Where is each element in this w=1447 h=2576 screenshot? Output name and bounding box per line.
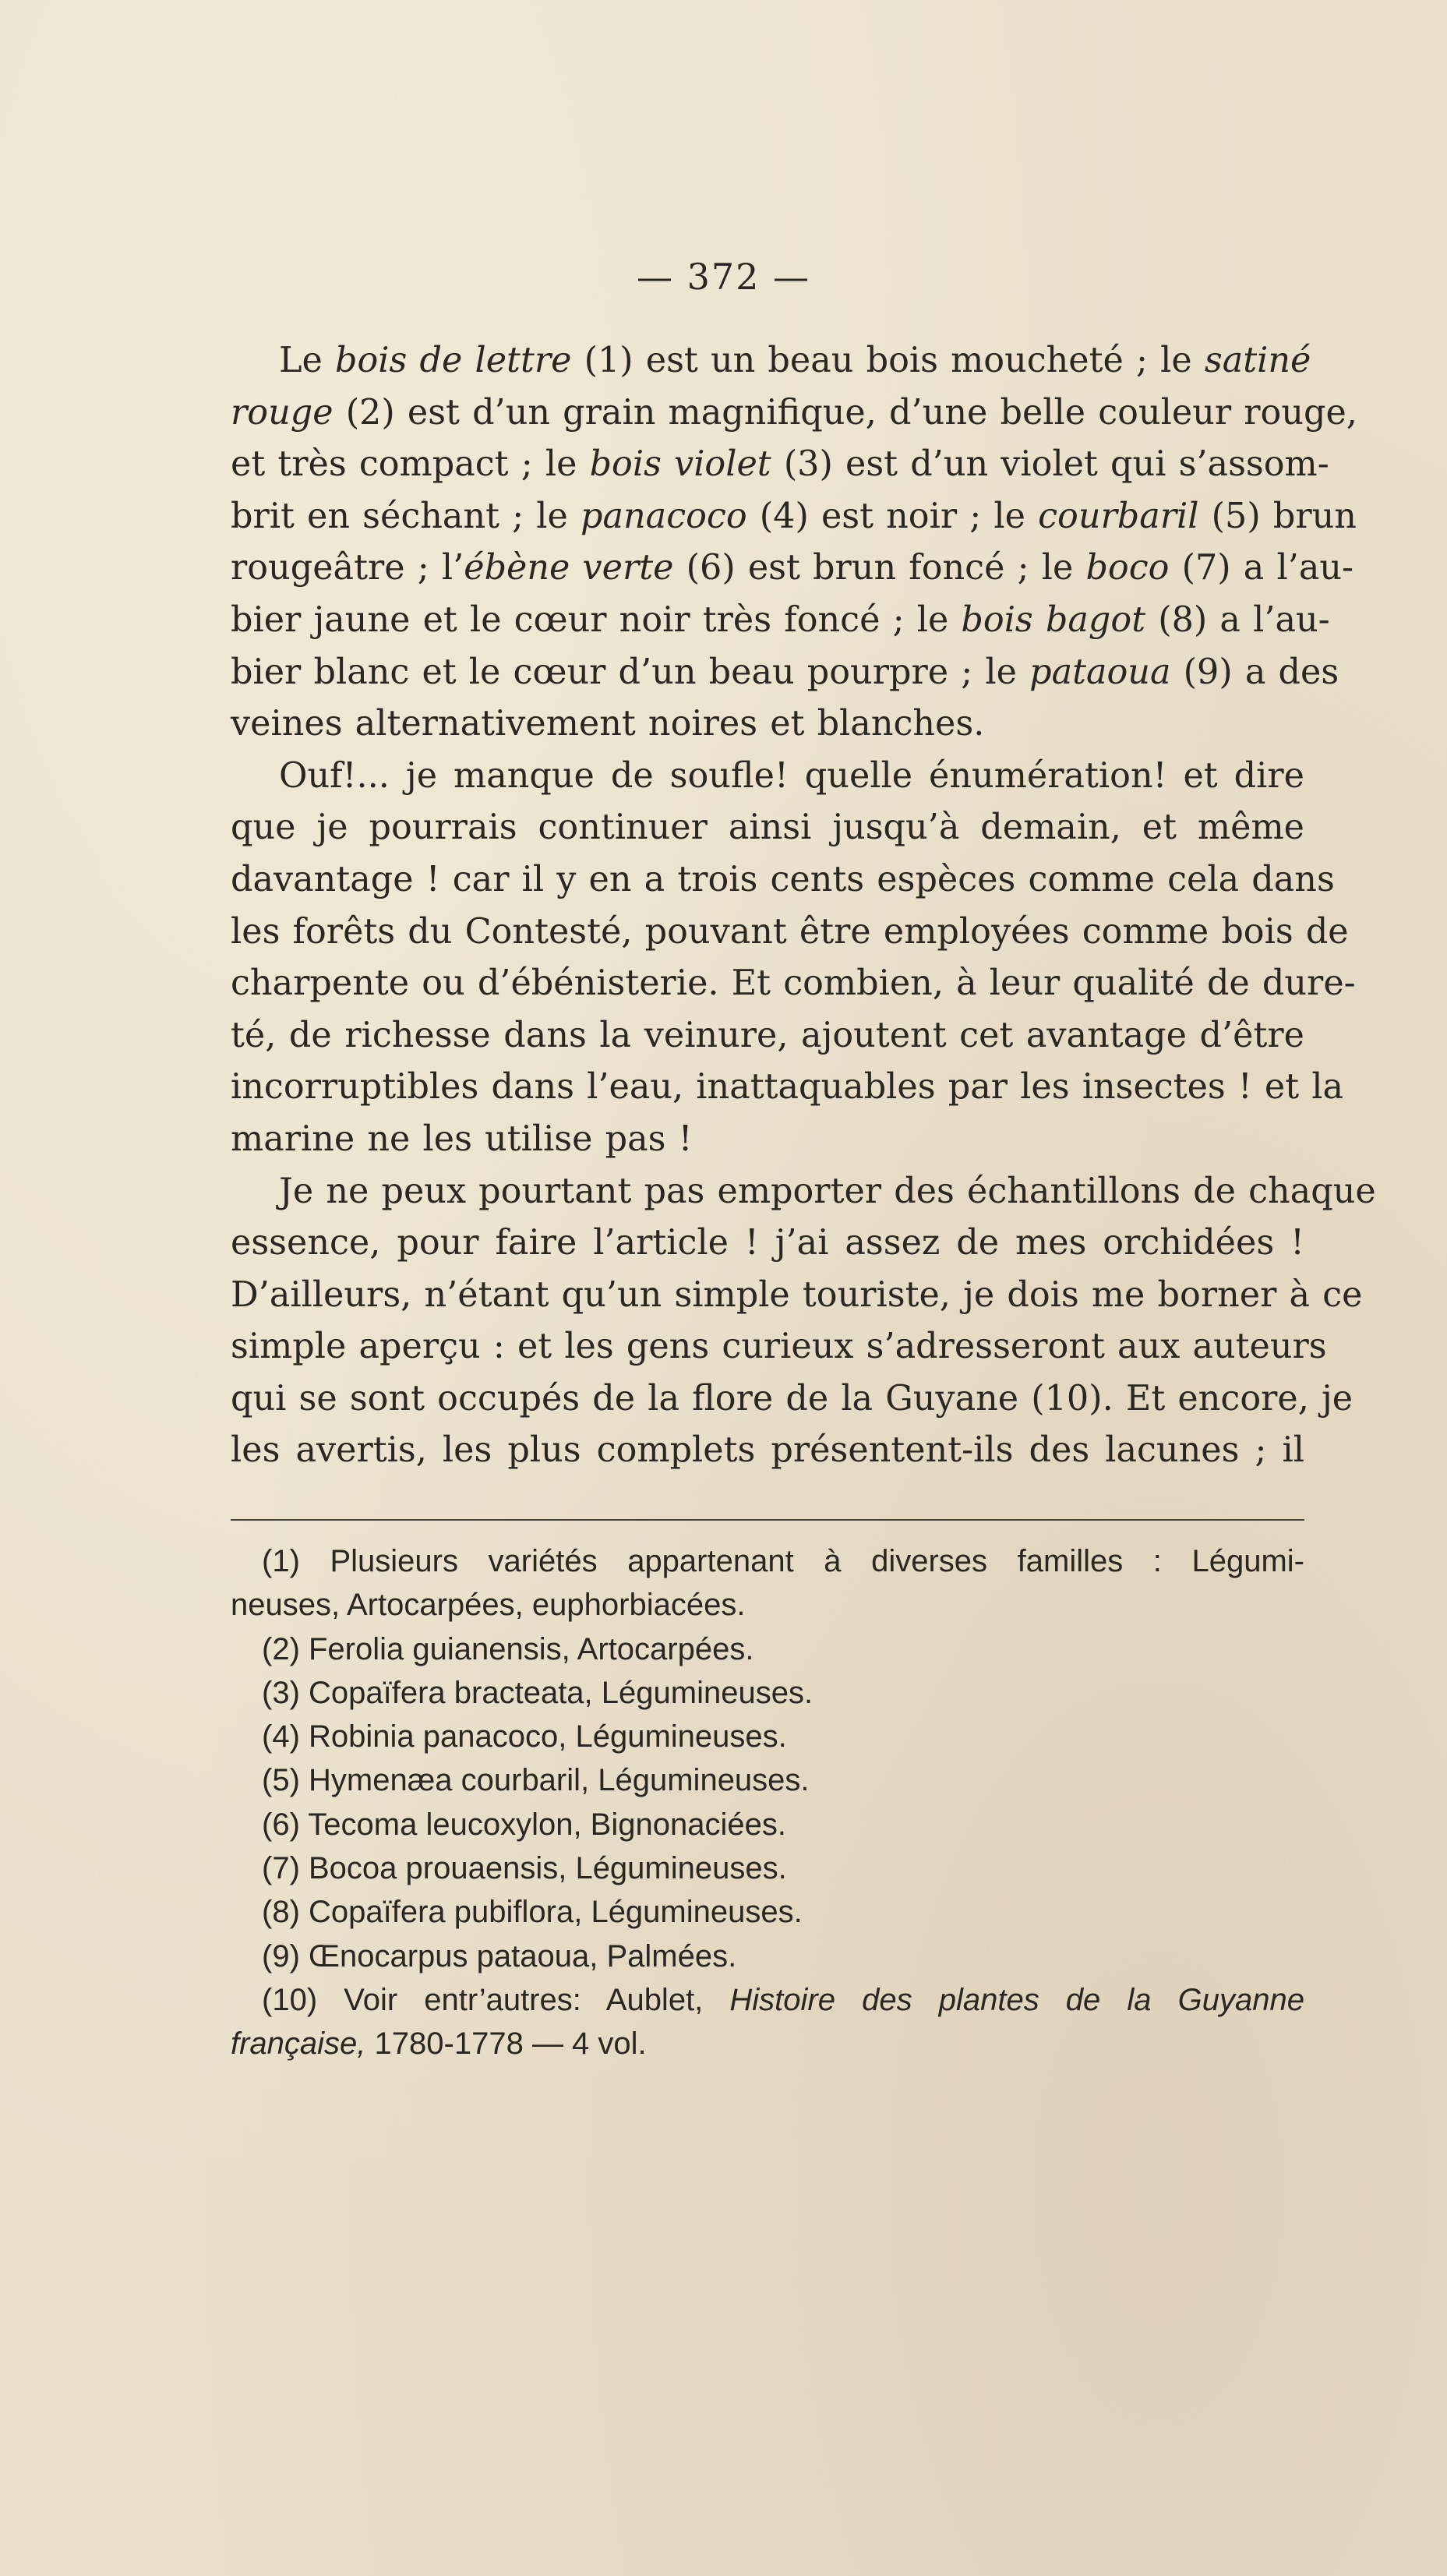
italic-term: ébène verte	[464, 548, 674, 588]
text-line	[231, 1166, 1376, 1218]
text-line	[231, 1321, 1327, 1373]
text-line	[231, 751, 1304, 803]
text-run: que je pourrais continuer ainsi jusqu’à demain, et même	[231, 807, 1304, 848]
footnote-line	[231, 1758, 1304, 1802]
text-run: (3) Copaïfera bracteata, Légumineuses.	[262, 1675, 813, 1710]
text-line	[231, 439, 1329, 491]
text-run: (3) est d’un violet qui s’assom-	[771, 444, 1329, 485]
text-run: bier blanc et le cœur d’un beau pourpre ; le	[231, 652, 1030, 692]
text-run: davantage ! car il y en a trois cents espèces comme cela dans	[231, 859, 1335, 899]
italic-term: panacoco	[580, 496, 747, 536]
italic-term: Histoire des plantes de la Guyanne	[729, 1982, 1304, 2017]
text-run: té, de richesse dans la veinure, ajoutent cet avantage d’être	[231, 1015, 1304, 1055]
text-line	[231, 1010, 1304, 1062]
text-run: marine ne les utilise pas !	[231, 1118, 693, 1159]
text-run: (1) Plusieurs variétés appartenant à diverses familles : Légumi-	[262, 1544, 1304, 1578]
text-run: charpente ou d’ébénisterie. Et combien, à leur qualité de dure-	[231, 963, 1356, 1004]
text-run: neuses, Artocarpées, euphorbiacées.	[231, 1588, 746, 1623]
text-run: (6) est brun foncé ; le	[673, 548, 1086, 588]
text-line	[231, 335, 1311, 387]
text-run: (9) a des	[1170, 652, 1339, 692]
italic-term: satiné	[1204, 341, 1311, 380]
text-run: (1) est un beau bois moucheté ; le	[571, 341, 1205, 380]
text-run: (4) est noir ; le	[746, 496, 1039, 536]
italic-term: rouge	[231, 392, 334, 433]
text-run: (8) a l’au-	[1145, 599, 1330, 640]
text-line	[231, 802, 1304, 854]
italic-term: bois violet	[589, 444, 771, 485]
footnote-line	[231, 1539, 1304, 1583]
footnote-line	[231, 1846, 1304, 1890]
text-run: veines alternativement noires et blanches.	[231, 704, 985, 744]
text-line	[231, 647, 1339, 699]
italic-term: courbaril	[1038, 496, 1199, 536]
footnote-line	[231, 1583, 1304, 1627]
italic-term: bois bagot	[961, 599, 1146, 640]
text-line	[231, 1425, 1304, 1477]
text-run: (7) a l’au-	[1169, 548, 1354, 588]
text-run: Je ne peux pourtant pas emporter des échantillons de chaque	[279, 1171, 1376, 1211]
footnote-line	[231, 1671, 1304, 1715]
text-line	[231, 958, 1356, 1010]
text-run: qui se sont occupés de la flore de la Guyane (10). Et encore, je	[231, 1378, 1353, 1419]
text-line	[231, 1217, 1304, 1270]
text-run: 1780-1778 — 4 vol.	[365, 2027, 647, 2062]
text-line	[231, 595, 1330, 647]
text-line	[231, 1270, 1363, 1322]
body-text	[231, 335, 1376, 1477]
text-run: les forêts du Contesté, pouvant être employées comme bois de	[231, 911, 1349, 952]
text-run: (2) Ferolia guianensis, Artocarpées.	[262, 1631, 754, 1666]
text-run: (6) Tecoma leucoxylon, Bignonaciées.	[262, 1807, 786, 1842]
text-run: (2) est d’un grain magnifique, d’une belle couleur rouge,	[333, 392, 1357, 433]
text-run: Le	[279, 341, 336, 380]
text-run: Ouf!... je manque de soufle! quelle énumération! et dire	[279, 755, 1304, 796]
text-run: D’ailleurs, n’étant qu’un simple touriste, je dois me borner à ce	[231, 1274, 1363, 1315]
text-run: (4) Robinia panacoco, Légumineuses.	[262, 1719, 787, 1754]
footnote-line	[231, 1978, 1304, 2022]
text-line	[231, 698, 1304, 751]
italic-term: bois de lettre	[335, 341, 572, 380]
footnote-line	[231, 1627, 1304, 1671]
divider-line	[231, 1519, 1304, 1521]
text-run: bier jaune et le cœur noir très foncé ; le	[231, 599, 962, 640]
footnote-line	[231, 1935, 1304, 1978]
text-run: et très compact ; le	[231, 444, 590, 485]
text-run: incorruptibles dans l’eau, inattaquables par les insectes ! et la	[231, 1067, 1344, 1108]
text-line	[231, 1373, 1353, 1426]
text-line	[231, 1114, 1304, 1166]
text-line	[231, 542, 1354, 595]
page-number: — 372 —	[636, 256, 811, 298]
text-line	[231, 854, 1335, 906]
text-run: brit en séchant ; le	[231, 496, 581, 536]
text-run: les avertis, les plus complets présentent-ils des lacunes ; il	[231, 1430, 1304, 1471]
text-line	[231, 491, 1357, 543]
text-run: (10) Voir entr’autres: Aublet,	[262, 1982, 730, 2017]
text-run: rougeâtre ; l’	[231, 548, 464, 588]
footnote-divider	[231, 1519, 1304, 1521]
footnotes	[231, 1539, 1304, 2066]
italic-term: pataoua	[1029, 652, 1171, 692]
footnote-line	[231, 2022, 1304, 2065]
text-run: (9) Œnocarpus pataoua, Palmées.	[262, 1938, 737, 1974]
text-run: (5) brun	[1198, 496, 1357, 536]
text-run: simple aperçu : et les gens curieux s’adresseront aux auteurs	[231, 1327, 1327, 1367]
italic-term: française,	[231, 2027, 366, 2062]
footnote-line	[231, 1803, 1304, 1846]
text-run: (8) Copaïfera pubiflora, Légumineuses.	[262, 1895, 803, 1930]
italic-term: boco	[1085, 548, 1170, 588]
footnote-line	[231, 1715, 1304, 1758]
text-run: (7) Bocoa prouaensis, Légumineuses.	[262, 1851, 787, 1886]
footnote-line	[231, 1890, 1304, 1934]
text-run: essence, pour faire l’article ! j’ai assez de mes orchidées !	[231, 1223, 1304, 1263]
text-run: (5) Hymenæa courbaril, Légumineuses.	[262, 1763, 810, 1798]
text-line	[231, 906, 1349, 959]
text-line	[231, 1062, 1344, 1114]
text-line	[231, 387, 1357, 440]
